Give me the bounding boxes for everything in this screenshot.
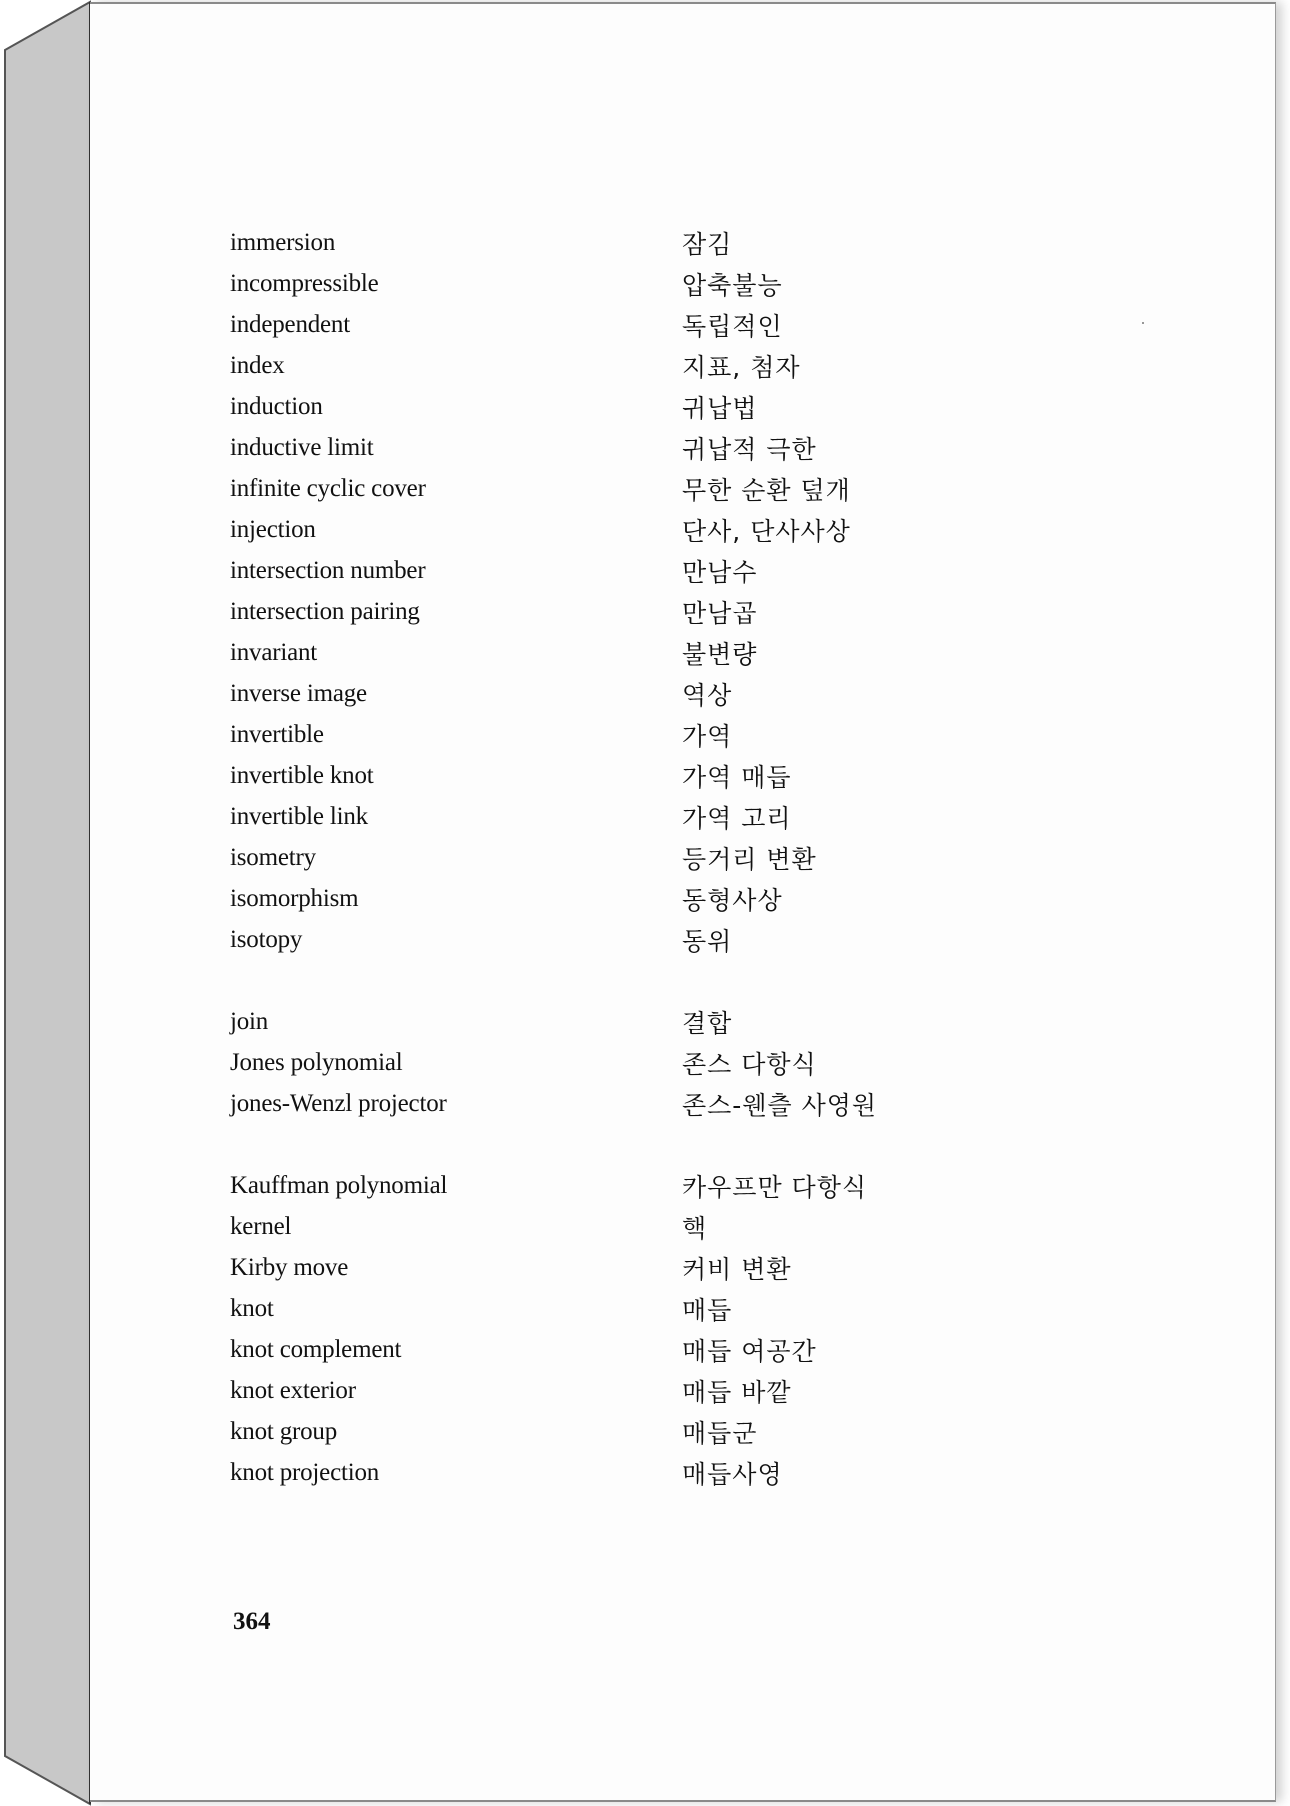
glossary-translation: 매듭군	[682, 1418, 758, 1448]
glossary-term: inductive limit	[230, 433, 374, 461]
glossary-term: invertible knot	[230, 761, 374, 789]
glossary-entry	[230, 796, 1130, 837]
glossary-list	[230, 222, 1130, 1493]
glossary-entry	[230, 222, 1130, 263]
glossary-entry	[230, 714, 1130, 755]
glossary-entry	[230, 1329, 1130, 1370]
glossary-translation: 등거리 변환	[682, 844, 817, 874]
glossary-term: immersion	[230, 228, 336, 256]
glossary-term: invertible	[230, 720, 324, 748]
glossary-translation: 존스-웬츨 사영원	[682, 1090, 878, 1120]
glossary-term: kernel	[230, 1212, 292, 1240]
glossary-translation: 지표, 첨자	[682, 352, 801, 382]
glossary-translation: 가역	[682, 721, 733, 751]
glossary-entry	[230, 1288, 1130, 1329]
glossary-term: Kauffman polynomial	[230, 1171, 448, 1199]
glossary-translation: 핵	[682, 1213, 708, 1243]
glossary-term: join	[230, 1007, 269, 1035]
glossary-translation: 귀납적 극한	[682, 434, 817, 464]
glossary-translation: 동형사상	[682, 885, 783, 915]
glossary-term: induction	[230, 392, 323, 420]
paper-speck	[1142, 322, 1144, 324]
glossary-entry	[230, 304, 1130, 345]
glossary-term: knot	[230, 1294, 274, 1322]
glossary-entry	[230, 1165, 1130, 1206]
glossary-translation: 동위	[682, 926, 733, 956]
glossary-term: independent	[230, 310, 350, 338]
glossary-entry	[230, 509, 1130, 550]
glossary-term: Jones polynomial	[230, 1048, 403, 1076]
page	[90, 2, 1276, 1802]
glossary-entry	[230, 1001, 1130, 1042]
glossary-translation: 역상	[682, 680, 733, 710]
glossary-term: knot projection	[230, 1458, 380, 1486]
glossary-entry	[230, 878, 1130, 919]
glossary-translation: 가역 매듭	[682, 762, 792, 792]
glossary-translation: 독립적인	[682, 311, 783, 341]
glossary-entry	[230, 263, 1130, 304]
glossary-translation: 매듭	[682, 1295, 733, 1325]
glossary-entry	[230, 468, 1130, 509]
glossary-term: jones-Wenzl projector	[230, 1089, 447, 1117]
glossary-translation: 불변량	[682, 639, 758, 669]
glossary-term: injection	[230, 515, 316, 543]
page-number: 364	[233, 1608, 271, 1635]
glossary-term: invertible link	[230, 802, 368, 830]
glossary-translation: 단사, 단사사상	[682, 516, 851, 546]
glossary-entry	[230, 345, 1130, 386]
glossary-term: isomorphism	[230, 884, 359, 912]
glossary-entry	[230, 1042, 1130, 1083]
glossary-term: knot complement	[230, 1335, 402, 1363]
glossary-term: intersection pairing	[230, 597, 420, 625]
glossary-term: invariant	[230, 638, 318, 666]
glossary-entry	[230, 1083, 1130, 1124]
glossary-term: incompressible	[230, 269, 379, 297]
glossary-translation: 만남곱	[682, 598, 758, 628]
glossary-entry	[230, 1370, 1130, 1411]
glossary-term: infinite cyclic cover	[230, 474, 426, 502]
glossary-translation: 존스 다항식	[682, 1049, 817, 1079]
glossary-entry	[230, 550, 1130, 591]
glossary-entry	[230, 755, 1130, 796]
glossary-translation: 매듭사영	[682, 1459, 783, 1489]
glossary-term: knot exterior	[230, 1376, 356, 1404]
glossary-entry	[230, 632, 1130, 673]
glossary-entry	[230, 673, 1130, 714]
glossary-entry	[230, 919, 1130, 960]
glossary-term: inverse image	[230, 679, 367, 707]
glossary-term: index	[230, 351, 285, 379]
glossary-entry	[230, 1411, 1130, 1452]
book-spine-face	[5, 2, 90, 1804]
glossary-translation: 만남수	[682, 557, 758, 587]
glossary-entry	[230, 1247, 1130, 1288]
glossary-translation: 가역 고리	[682, 803, 792, 833]
glossary-entry	[230, 591, 1130, 632]
glossary-term: Kirby move	[230, 1253, 349, 1281]
glossary-translation: 매듭 바깥	[682, 1377, 792, 1407]
glossary-entry	[230, 837, 1130, 878]
glossary-translation: 매듭 여공간	[682, 1336, 817, 1366]
glossary-translation: 커비 변환	[682, 1254, 792, 1284]
glossary-entry	[230, 1206, 1130, 1247]
glossary-translation: 귀납법	[682, 393, 758, 423]
glossary-term: intersection number	[230, 556, 426, 584]
glossary-term: isometry	[230, 843, 316, 871]
glossary-translation: 압축불능	[682, 270, 783, 300]
glossary-translation: 결합	[682, 1008, 733, 1038]
glossary-entry	[230, 386, 1130, 427]
glossary-term: knot group	[230, 1417, 338, 1445]
glossary-translation: 무한 순환 덮개	[682, 475, 851, 505]
glossary-entry	[230, 1452, 1130, 1493]
glossary-translation: 잠김	[682, 229, 733, 259]
glossary-translation: 카우프만 다항식	[682, 1172, 867, 1202]
glossary-term: isotopy	[230, 925, 303, 953]
glossary-entry	[230, 427, 1130, 468]
